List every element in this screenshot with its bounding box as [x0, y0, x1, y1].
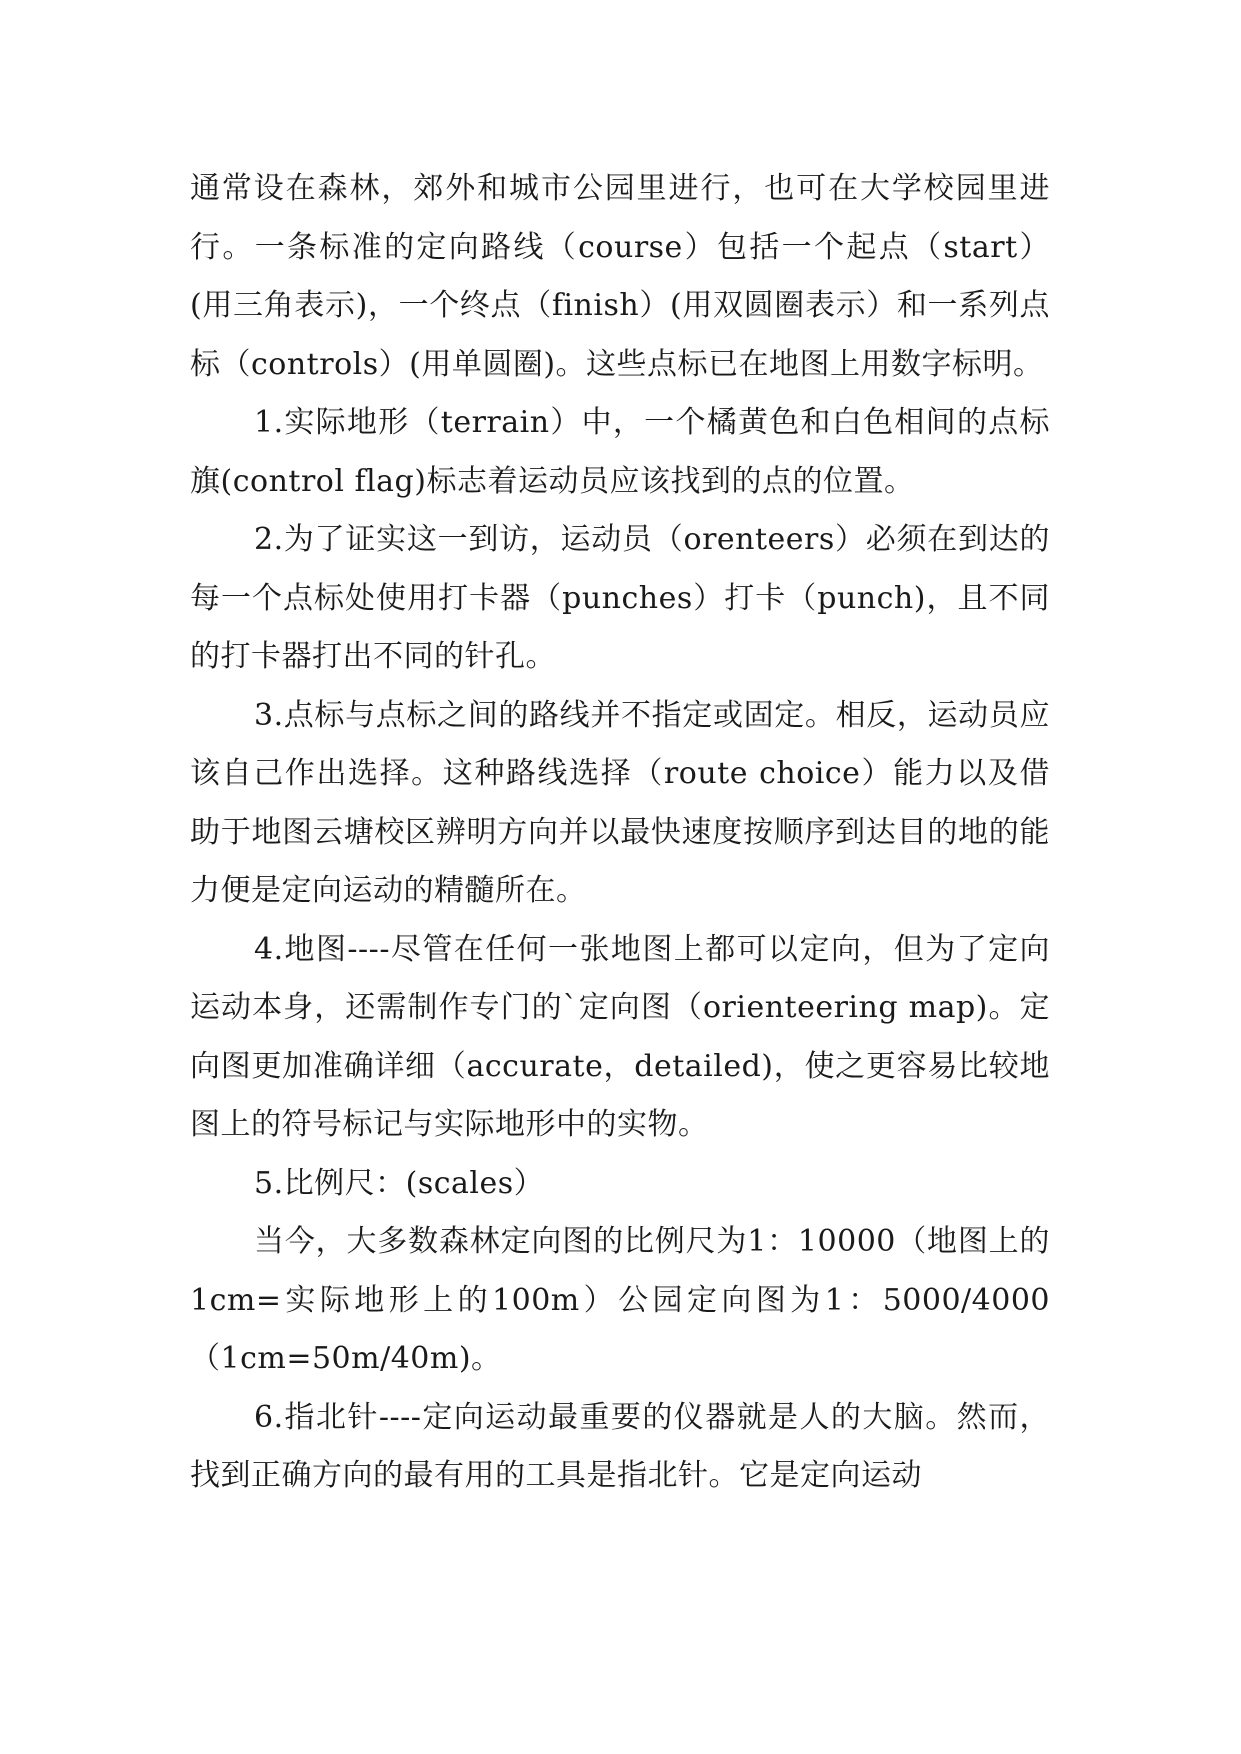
paragraph-scales-detail: 当今，大多数森林定向图的比例尺为1：10000（地图上的1cm=实际地形上的100m）公园定向图为1：5000/4000（1cm=50m/40m)。 — [190, 1224, 1050, 1376]
paragraph-item-1-terrain: 1.实际地形（terrain）中，一个橘黄色和白色相间的点标旗(control flag)标志着运动员应该找到的点的位置。 — [190, 405, 1050, 499]
paragraph-item-5-scales: 5.比例尺：(scales） — [254, 1165, 545, 1201]
paragraph-item-3-route-choice: 3.点标与点标之间的路线并不指定或固定。相反，运动员应该自己作出选择。这种路线选择（route choice）能力以及借助于地图云塘校区辨明方向并以最快速度按顺序到达目的地的能力便是定向运动的精髓所在。 — [190, 697, 1050, 908]
paragraph-item-4-map: 4.地图----尽管在任何一张地图上都可以定向，但为了定向运动本身，还需制作专门的`定向图（orienteering map)。定向图更加准确详细（accurate，detailed)，使之更容易比较地图上的符号标记与实际地形中的实物。 — [190, 931, 1050, 1142]
paragraph-item-2-punches: 2.为了证实这一到访，运动员（orenteers）必须在到达的每一个点标处使用打卡器（punches）打卡（punch)，且不同的打卡器打出不同的针孔。 — [190, 522, 1050, 674]
paragraph-item-6-compass: 6.指北针----定向运动最重要的仪器就是人的大脑。然而，找到正确方向的最有用的工具是指北针。它是定向运动 — [190, 1399, 1050, 1493]
paragraph-intro: 通常设在森林，郊外和城市公园里进行，也可在大学校园里进行。一条标准的定向路线（course）包括一个起点（start）(用三角表示)，一个终点（finish）(用双圆圈表示）和一系列点标（controls）(用单圆圈)。这些点标已在地图上用数字标明。 — [190, 171, 1050, 382]
document-body — [190, 160, 1050, 1506]
